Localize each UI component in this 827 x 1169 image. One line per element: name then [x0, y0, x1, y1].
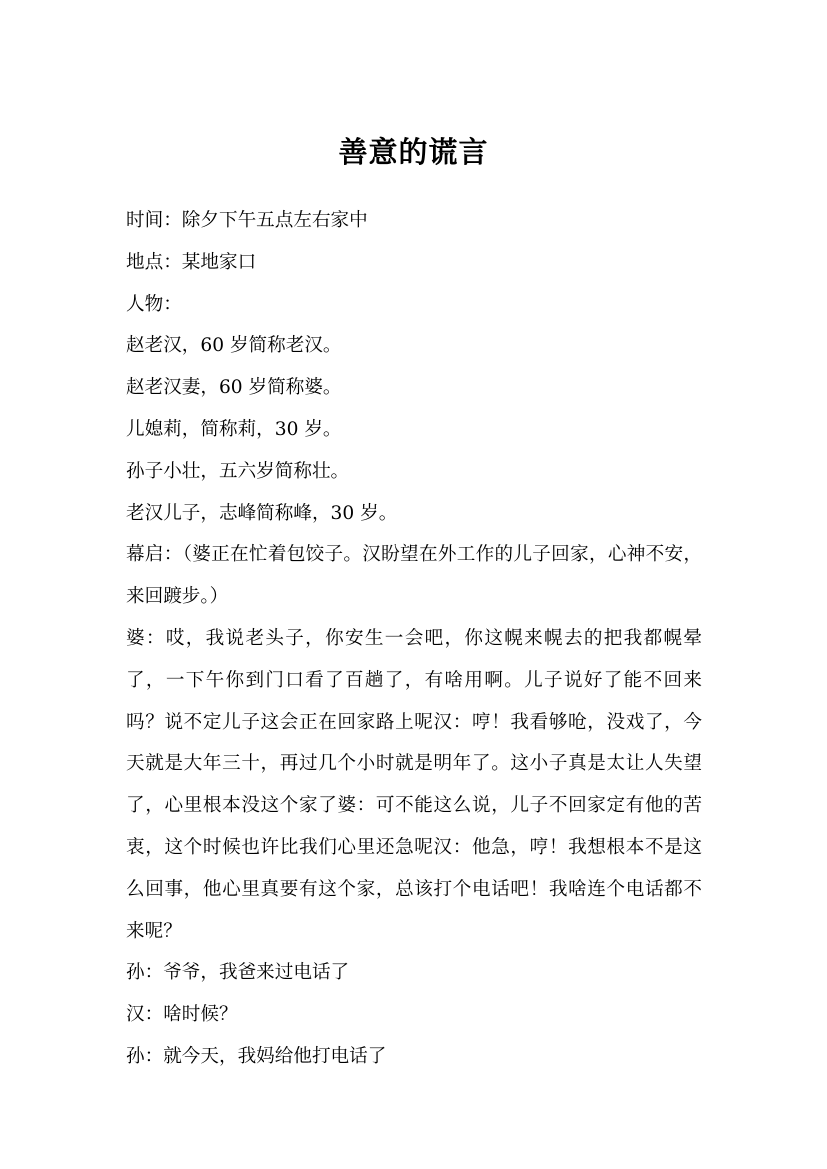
dialogue-line: 汉：啥时候？	[126, 1004, 238, 1026]
curtain-opening: 幕启：（婆正在忙着包饺子。汉盼望在外工作的儿子回家，心神不安，来回踱步。）	[126, 544, 702, 608]
character-line: 赵老汉，60 岁简称老汉。	[126, 335, 342, 357]
dialogue-paragraph: 婆：哎，我说老头子，你安生一会吧，你这幌来幌去的把我都幌晕了，一下午你到门口看了百趟了，有啥用啊。儿子说好了能不回来吗？说不定儿子这会正在回家路上呢汉：哼！我看够呛，没戏了，今天就是大年三十，再过几个小时就是明年了。这小子真是太让人失望了，心里根本没这个家了婆：可不能这么说，儿子不回家定有他的苦衷，这个时候也许比我们心里还急呢汉：他急，哼！我想根本不是这么回事，他心里真要有这个家，总该打个电话吧！我啥连个电话都不来呢？	[126, 627, 702, 942]
character-line: 儿媳莉，简称莉，30 岁。	[126, 418, 342, 440]
document-body	[126, 200, 702, 1078]
character-line: 孙子小壮，五六岁简称壮。	[126, 460, 350, 482]
character-line: 老汉儿子，志峰简称峰，30 岁。	[126, 502, 398, 524]
place-line: 地点：某地家口	[126, 251, 257, 273]
characters-label: 人物：	[126, 293, 182, 315]
time-line: 时间：除夕下午五点左右家中	[126, 210, 368, 231]
dialogue-line: 孙：爷爷，我爸来过电话了	[126, 962, 350, 984]
character-line: 赵老汉妻，60 岁简称婆。	[126, 377, 342, 399]
document-title: 善意的谎言	[338, 135, 489, 169]
dialogue-line: 孙：就今天，我妈给他打电话了	[126, 1045, 387, 1067]
